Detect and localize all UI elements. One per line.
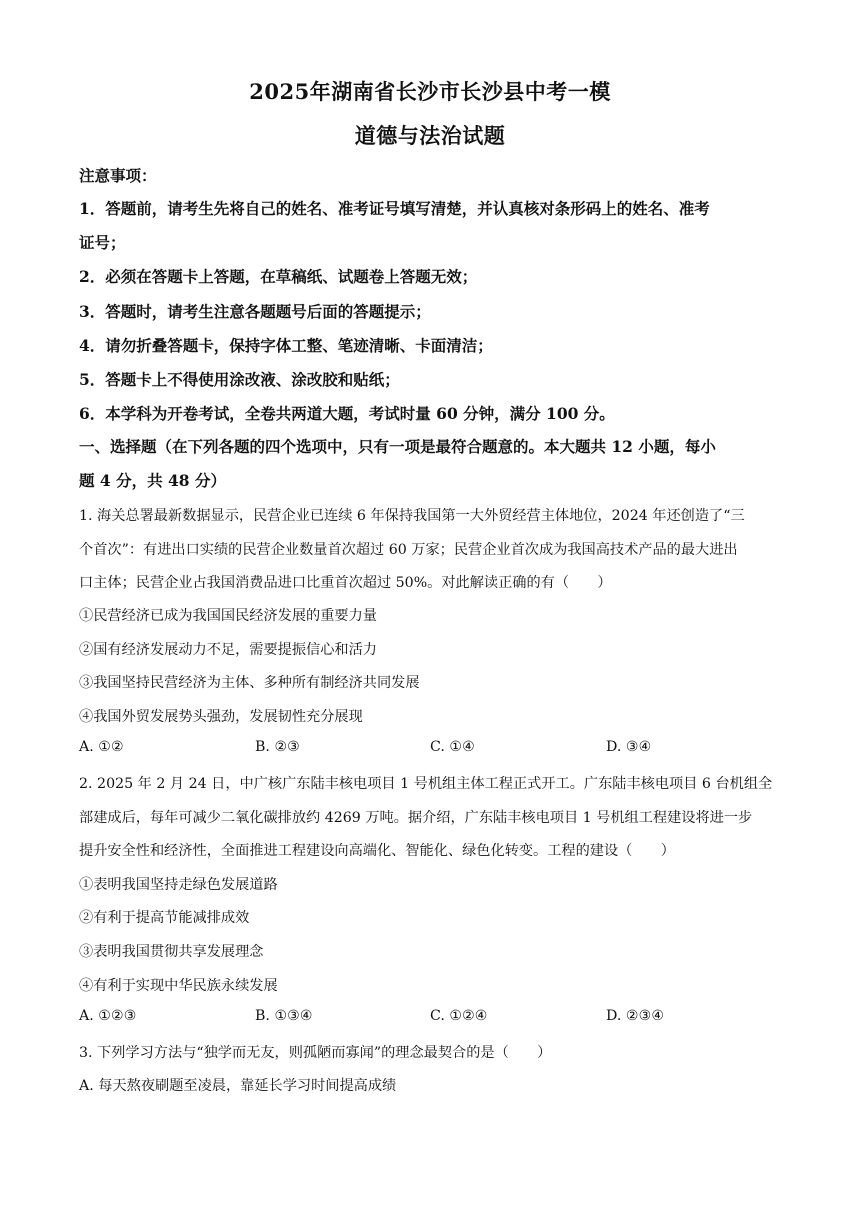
note-line: 6．本学科为开卷考试，全卷共两道大题，考试时量 60 分钟，满分 100 分。 [79,404,615,423]
question-1-stem: 1. 海关总署最新数据显示，民营企业已连续 6 年保持我国第一大外贸经营主体地位，2024 年还创造了“三 [79,508,745,524]
question-1-option-d: D. ③④ [606,739,652,755]
question-2-stem: 提升安全性和经济性，全面推进工程建设向高端化、智能化、绿色化转变。工程的建设（ ） [79,843,675,859]
question-1-statement: ④我国外贸发展势头强劲，发展韧性充分展现 [79,709,363,725]
section-heading: 题 4 分，共 48 分） [79,471,226,490]
note-line: 证号； [79,233,126,252]
question-1-statement: ②国有经济发展动力不足，需要提振信心和活力 [79,642,377,658]
exam-title: 2025年湖南省长沙市长沙县中考一模 [249,79,611,104]
question-1-option-b: B. ②③ [255,739,300,755]
question-1-stem: 个首次”：有进出口实绩的民营企业数量首次超过 60 万家；民营企业首次成为我国高技术产品的最大进出 [79,542,738,558]
question-1-option-c: C. ①④ [430,739,475,755]
question-2-option-c: C. ①②④ [430,1008,488,1024]
note-line: 1．答题前，请考生先将自己的姓名、准考证号填写清楚，并认真核对条形码上的姓名、准考 [79,199,710,218]
note-line: 4．请勿折叠答题卡，保持字体工整、笔迹清晰、卡面清洁； [79,336,493,355]
notes-heading: 注意事项： [79,166,157,185]
question-3-option-a: A. 每天熬夜刷题至凌晨，靠延长学习时间提高成绩 [79,1078,397,1094]
question-2-statement: ②有利于提高节能减排成效 [79,910,250,926]
question-2-statement: ③表明我国贯彻共享发展理念 [79,944,264,960]
section-heading: 一、选择题（在下列各题的四个选项中，只有一项是最符合题意的。本大题共 12 小题，每小 [79,437,716,456]
question-1-statement: ①民营经济已成为我国国民经济发展的重要力量 [79,608,377,624]
exam-subtitle: 道德与法治试题 [354,123,506,148]
question-1-stem: 口主体；民营企业占我国消费品进口比重首次超过 50%。对此解读正确的有（ ） [79,575,612,591]
question-1-option-a: A. ①② [79,739,124,755]
note-line: 5．答题卡上不得使用涂改液、涂改胶和贴纸； [79,370,400,389]
question-2-option-d: D. ②③④ [606,1008,665,1024]
question-3-stem: 3. 下列学习方法与“独学而无友，则孤陋而寡闻”的理念最契合的是（ ） [79,1045,552,1061]
question-2-option-a: A. ①②③ [79,1008,137,1024]
question-2-statement: ①表明我国坚持走绿色发展道路 [79,877,278,893]
note-line: 2．必须在答题卡上答题，在草稿纸、试题卷上答题无效； [79,267,478,286]
question-2-option-b: B. ①③④ [255,1008,313,1024]
note-line: 3．答题时，请考生注意各题题号后面的答题提示； [79,302,431,321]
question-2-statement: ④有利于实现中华民族永续发展 [79,978,278,994]
question-1-statement: ③我国坚持民营经济为主体、多种所有制经济共同发展 [79,675,420,691]
question-2-stem: 部建成后，每年可减少二氧化碳排放约 4269 万吨。据介绍，广东陆丰核电项目 1 号机组工程建设将进一步 [79,810,753,826]
question-2-stem: 2. 2025 年 2 月 24 日，中广核广东陆丰核电项目 1 号机组主体工程正式开工。广东陆丰核电项目 6 台机组全 [79,776,773,792]
